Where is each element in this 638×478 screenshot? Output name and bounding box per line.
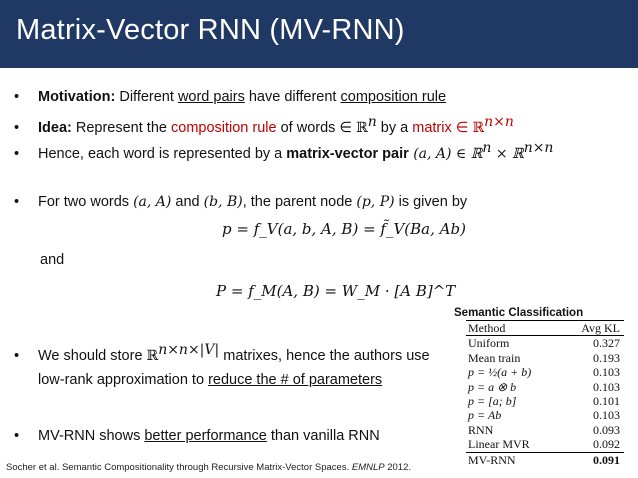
math: (a, A) ∈ ℝ	[408, 145, 483, 162]
bold-text: matrix-vector pair	[286, 145, 409, 162]
math: (a, A)	[133, 194, 172, 210]
red-text: composition rule	[171, 119, 277, 136]
text: by a	[376, 119, 413, 136]
cell-value: 0.092	[593, 437, 620, 452]
math: × ℝ	[491, 145, 524, 162]
cell-value: 0.193	[593, 350, 620, 365]
text: and	[171, 194, 204, 210]
text: , the parent node	[242, 194, 357, 210]
idea-label: Idea:	[38, 119, 72, 136]
bullet-two-words	[14, 192, 467, 212]
math-sup: n	[482, 140, 492, 156]
cell-value: 0.103	[593, 365, 620, 380]
table-row	[466, 423, 624, 437]
text: than vanilla RNN	[266, 428, 380, 444]
column-header-avgkl: Avg KL	[561, 321, 624, 336]
bullet-motivation	[14, 87, 446, 107]
cell-method: p = ½(a + b)	[468, 365, 532, 380]
underlined-text: reduce the # of parameters	[208, 372, 383, 388]
text: MV-RNN shows	[38, 428, 145, 444]
math-sup: n×n×|V|	[158, 342, 220, 358]
results-table	[466, 320, 624, 467]
citation-venue: EMNLP	[351, 462, 385, 473]
table-row-best	[466, 452, 624, 467]
text: Different	[115, 89, 178, 105]
cell-method: Linear MVR	[468, 437, 530, 452]
bullet-dot-icon: •	[14, 347, 20, 364]
bullet-idea	[14, 112, 514, 138]
cell-value: 0.103	[593, 379, 620, 394]
cell-value: 0.103	[593, 408, 620, 423]
citation-text: Socher et al. Semantic Compositionality through Recursive Matrix-Vector Spaces.	[6, 462, 352, 473]
citation-footer	[6, 462, 411, 473]
table-row	[466, 437, 624, 452]
red-text: matrix	[412, 119, 452, 136]
cell-value-best: 0.091	[561, 452, 624, 467]
cell-method: Uniform	[468, 336, 510, 351]
bullet-dot-icon: •	[14, 89, 20, 105]
equation-p: p = f_V(a, b, A, B) = f̃_V(Ba, Ab)	[222, 220, 466, 238]
underlined-text: better performance	[144, 428, 267, 444]
bullet-store-cont	[38, 370, 382, 390]
table-row	[466, 408, 624, 422]
text: is given by	[394, 194, 468, 210]
table-row	[466, 380, 624, 394]
table-header-row	[466, 321, 624, 336]
cell-value: 0.101	[593, 394, 620, 409]
bullet-performance	[14, 426, 380, 446]
red-text: ∈	[451, 119, 473, 136]
cell-method: p = a ⊗ b	[468, 379, 517, 394]
math: ℝ	[356, 119, 368, 136]
bullet-hence	[14, 138, 553, 164]
text: of words ∈	[276, 119, 357, 136]
motivation-label: Motivation:	[38, 89, 116, 105]
citation-year: 2012.	[384, 462, 412, 473]
math: (b, B)	[203, 194, 243, 210]
table-row	[466, 351, 624, 365]
table-row	[466, 394, 624, 408]
cell-method: p = Ab	[468, 408, 502, 423]
column-header-method: Method	[466, 321, 561, 336]
and-text: and	[40, 252, 65, 268]
table-title: Semantic Classification	[454, 307, 584, 319]
equation-P: P = f_M(A, B) = W_M · [A B]^T	[216, 282, 456, 300]
underlined-text: composition rule	[340, 89, 447, 105]
table-row	[466, 336, 624, 351]
table-row	[466, 365, 624, 379]
cell-method: MV-RNN	[466, 452, 561, 467]
bullet-dot-icon: •	[14, 145, 20, 162]
cell-method: p = [a; b]	[468, 394, 517, 409]
bullet-dot-icon: •	[14, 428, 20, 444]
math-sup: n×n	[484, 114, 514, 130]
text: We should store	[38, 347, 147, 364]
bullet-store	[14, 340, 430, 366]
cell-value: 0.327	[593, 336, 620, 351]
text: Represent the	[71, 119, 171, 136]
bullet-dot-icon: •	[14, 119, 20, 136]
title-bar	[0, 0, 638, 68]
text: For two words	[38, 194, 134, 210]
underlined-text: word pairs	[177, 89, 245, 105]
slide-title: Matrix-Vector RNN (MV-RNN)	[16, 14, 405, 46]
text: have different	[244, 89, 341, 105]
math-sup: n	[367, 114, 377, 130]
text: low-rank approximation to	[38, 372, 209, 388]
math: ℝ	[472, 119, 485, 136]
cell-method: Mean train	[468, 350, 521, 365]
bullet-dot-icon: •	[14, 194, 20, 210]
cell-method: RNN	[468, 422, 494, 437]
math: (p, P)	[356, 194, 395, 210]
text: matrixes, hence the authors use	[219, 347, 430, 364]
math: ℝ	[146, 347, 159, 364]
cell-value: 0.093	[593, 422, 620, 437]
math-sup: n×n	[523, 140, 554, 156]
text: Hence, each word is represented by a	[38, 145, 287, 162]
